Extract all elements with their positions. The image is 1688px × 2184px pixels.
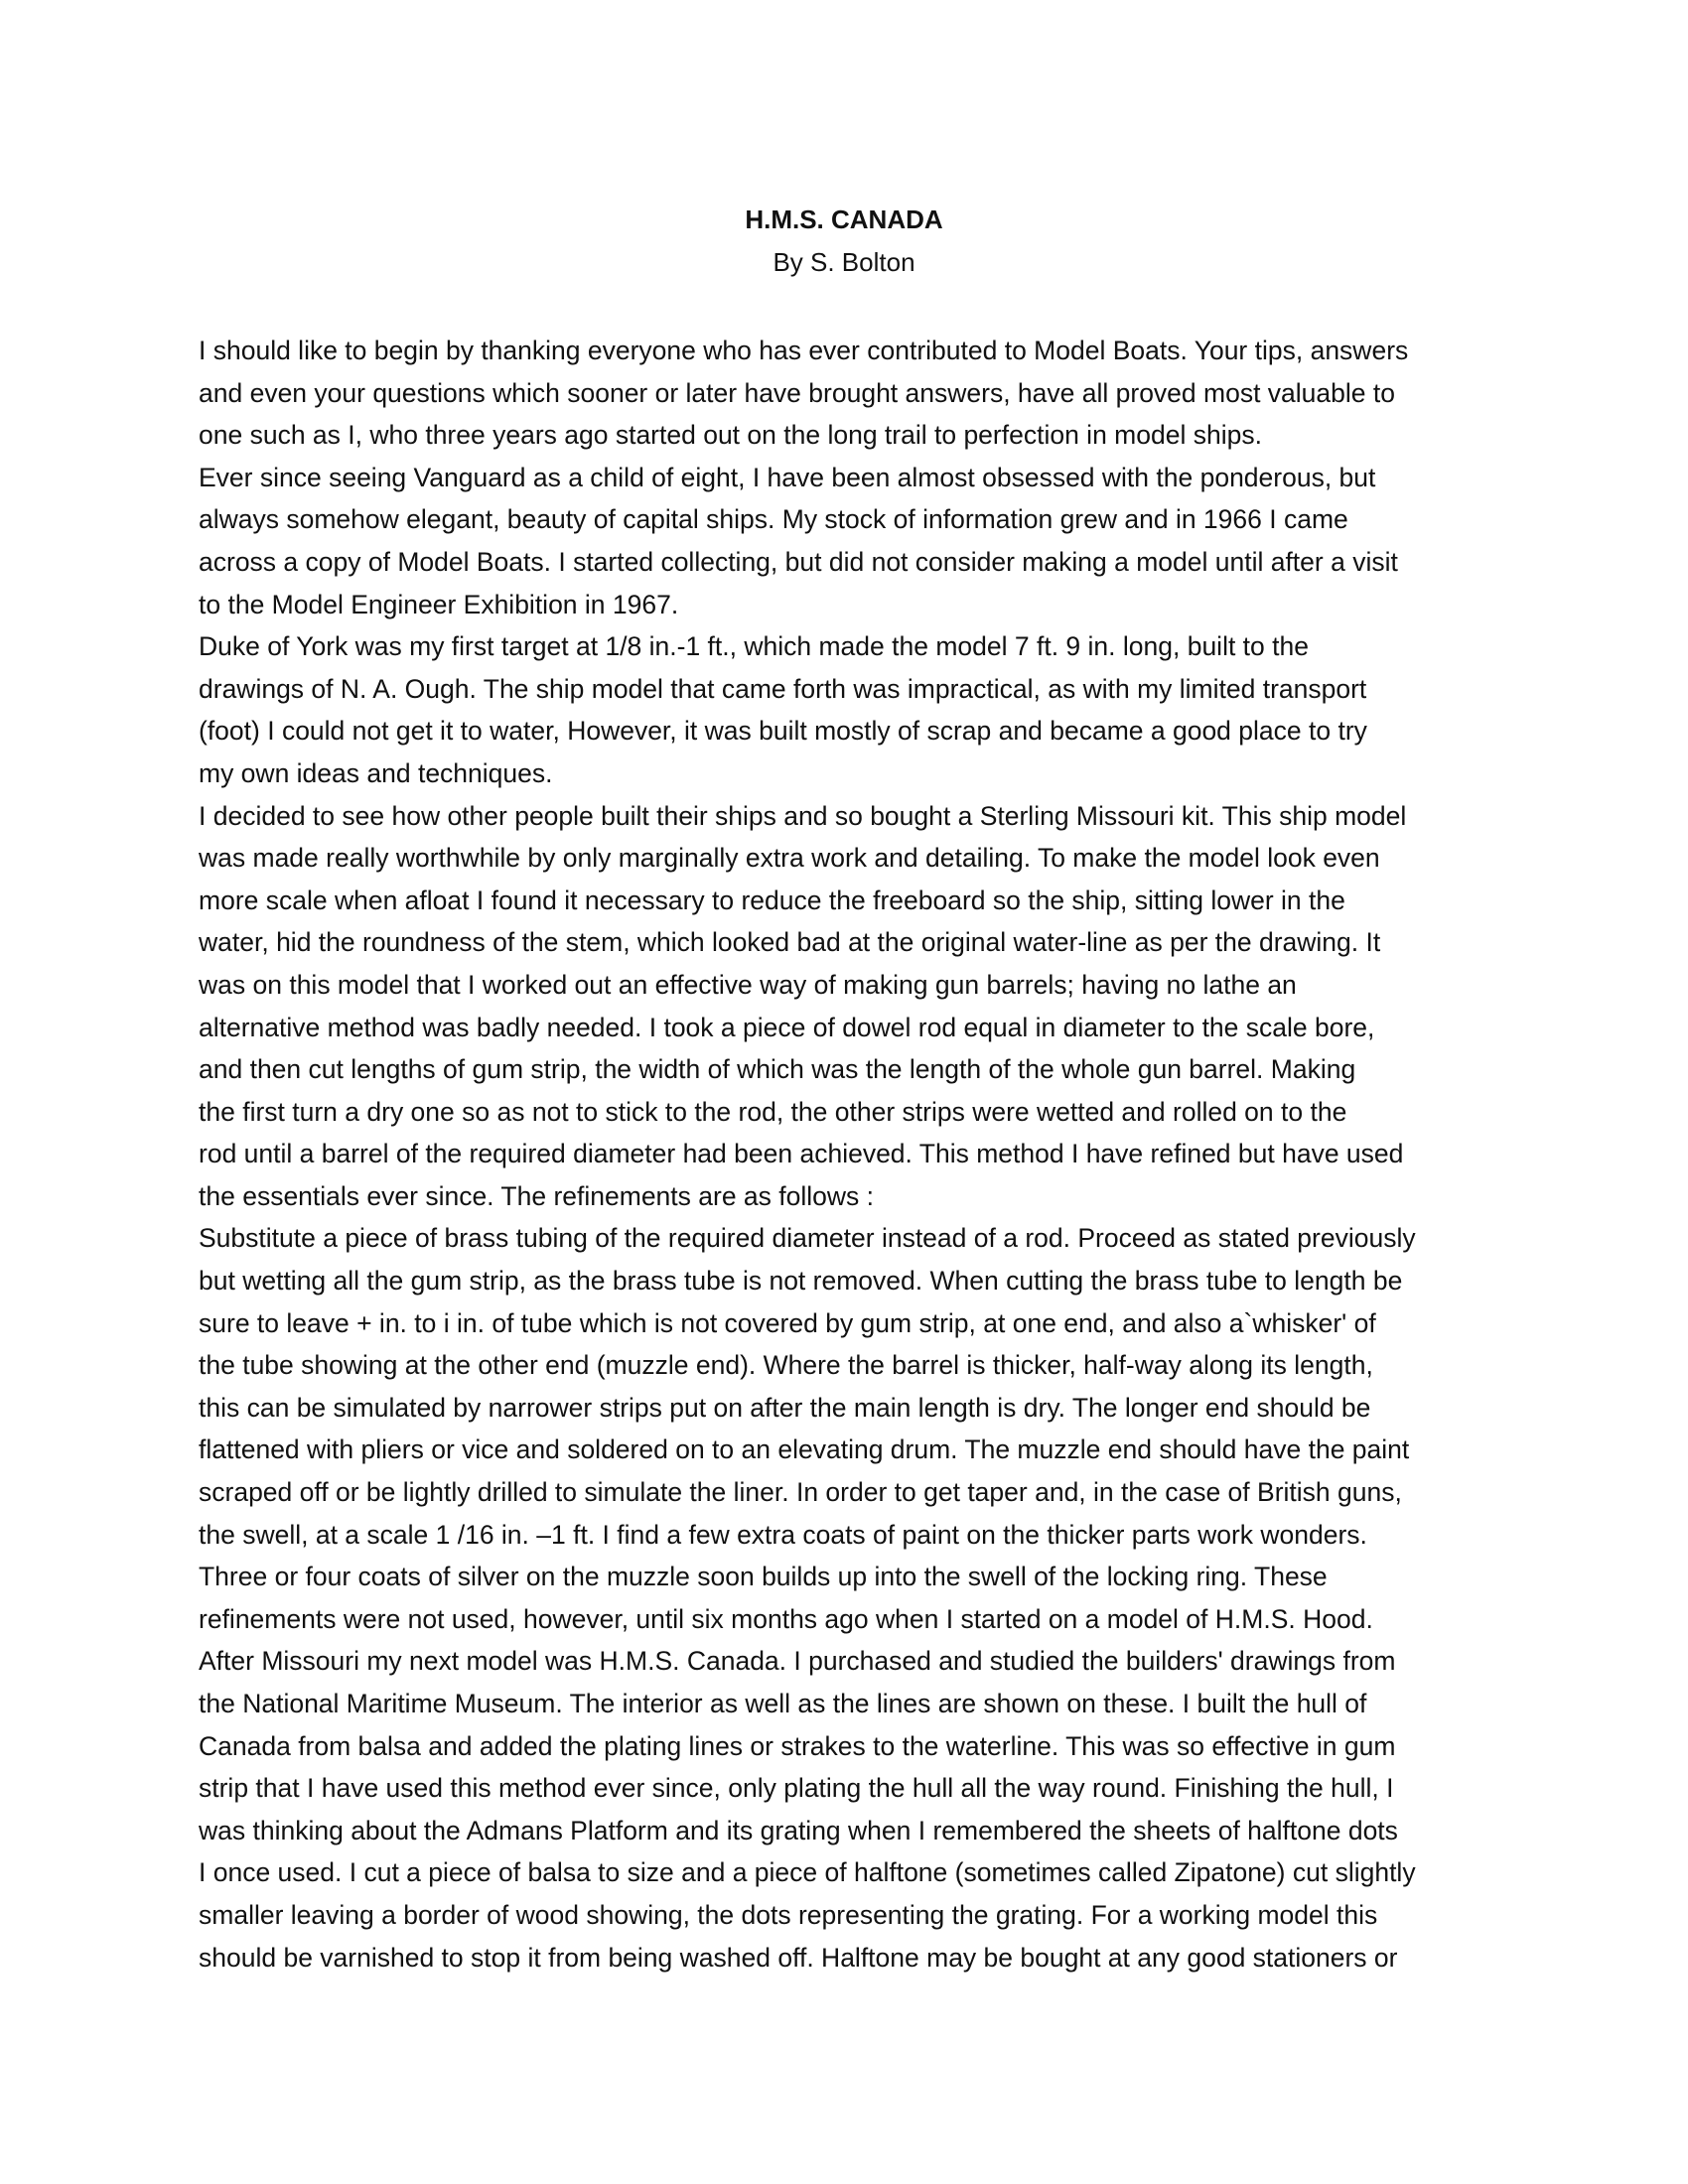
text-line: the National Maritime Museum. The interior as well as the lines are shown on these. I built the hull of bbox=[199, 1689, 1367, 1718]
text-line: scraped off or be lightly drilled to simulate the liner. In order to get taper and, in the case of British guns, bbox=[199, 1477, 1402, 1508]
text-line: refinements were not used, however, until six months ago when I started on a model of H.M.S. Hood. bbox=[199, 1603, 1373, 1634]
document-title: H.M.S. CANADA bbox=[745, 205, 943, 234]
body-text bbox=[199, 330, 1509, 1979]
text-line: Substitute a piece of brass tubing of the required diameter instead of a rod. Proceed as stated previously bbox=[199, 1223, 1416, 1254]
text-line: I decided to see how other people built their ships and so bought a Sterling Missouri kit. This ship model bbox=[199, 800, 1407, 831]
text-line: one such as I, who three years ago started out on the long trail to perfection in model ships. bbox=[199, 420, 1262, 451]
text-line: the first turn a dry one so as not to stick to the rod, the other strips were wetted and rolled on to the bbox=[199, 1096, 1347, 1127]
text-line: rod until a barrel of the required diameter had been achieved. This method I have refined but have used bbox=[199, 1139, 1404, 1169]
text-line: the swell, at a scale 1 /16 in. –1 ft. I find a few extra coats of paint on the thicker parts work wonders. bbox=[199, 1519, 1367, 1550]
text-line: alternative method was badly needed. I took a piece of dowel rod equal in diameter to the scale bore, bbox=[199, 1012, 1375, 1042]
text-line: but wetting all the gum strip, as the brass tube is not removed. When cutting the brass tube to length be bbox=[199, 1266, 1403, 1297]
text-line: I should like to begin by thanking everyone who has ever contributed to Model Boats. Your tips, answers bbox=[199, 336, 1409, 365]
text-line: was on this model that I worked out an effective way of making gun barrels; having no lathe an bbox=[199, 969, 1297, 1000]
text-line: Ever since seeing Vanguard as a child of eight, I have been almost obsessed with the ponderous, but bbox=[199, 462, 1376, 492]
text-line: drawings of N. A. Ough. The ship model that came forth was impractical, as with my limited transport bbox=[199, 673, 1367, 704]
text-line: the essentials ever since. The refinements are as follows : bbox=[199, 1180, 875, 1211]
text-line: the tube showing at the other end (muzzle end). Where the barrel is thicker, half-way along its length, bbox=[199, 1350, 1373, 1381]
text-line: always somehow elegant, beauty of capital ships. My stock of information grew and in 1966 I came bbox=[199, 504, 1348, 535]
text-line: sure to leave + in. to i in. of tube which is not covered by gum strip, at one end, and also a`whisker' of bbox=[199, 1307, 1376, 1338]
text-line: should be varnished to stop it from being washed off. Halftone may be bought at any good stationers or bbox=[199, 1942, 1398, 1973]
text-line: Canada from balsa and added the plating lines or strakes to the waterline. This was so effective in gum bbox=[199, 1730, 1396, 1761]
text-line: more scale when afloat I found it necessary to reduce the freeboard so the ship, sitting lower in the bbox=[199, 885, 1345, 915]
document-byline: By S. Bolton bbox=[773, 247, 915, 277]
text-line: across a copy of Model Boats. I started collecting, but did not consider making a model until after a visit bbox=[199, 546, 1398, 577]
text-line: was thinking about the Admans Platform and its grating when I remembered the sheets of halftone dots bbox=[199, 1815, 1398, 1845]
text-line: Duke of York was my first target at 1/8 in.-1 ft., which made the model 7 ft. 9 in. long, built to the bbox=[199, 631, 1309, 662]
text-line: and even your questions which sooner or later have brought answers, have all proved most valuable to bbox=[199, 377, 1395, 408]
text-line: smaller leaving a border of wood showing, the dots representing the grating. For a working model this bbox=[199, 1899, 1378, 1930]
text-line: to the Model Engineer Exhibition in 1967. bbox=[199, 589, 679, 619]
text-line: (foot) I could not get it to water, However, it was built mostly of scrap and became a good place to try bbox=[199, 716, 1367, 747]
text-line: was made really worthwhile by only marginally extra work and detailing. To make the model look even bbox=[199, 843, 1380, 874]
text-line: this can be simulated by narrower strips put on after the main length is dry. The longer end should be bbox=[199, 1392, 1371, 1423]
text-line: strip that I have used this method ever since, only plating the hull all the way round. Finishing the hull, I bbox=[199, 1773, 1394, 1804]
text-line: water, hid the roundness of the stem, which looked bad at the original water-line as per the drawing. It bbox=[199, 927, 1381, 958]
text-line: flattened with pliers or vice and soldered on to an elevating drum. The muzzle end should have the paint bbox=[199, 1434, 1410, 1465]
text-line: After Missouri my next model was H.M.S. Canada. I purchased and studied the builders' drawings from bbox=[199, 1646, 1396, 1677]
text-line: my own ideas and techniques. bbox=[199, 757, 553, 788]
text-line: Three or four coats of silver on the muzzle soon builds up into the swell of the locking ring. These bbox=[199, 1562, 1328, 1592]
text-line: and then cut lengths of gum strip, the width of which was the length of the whole gun barrel. Making bbox=[199, 1054, 1356, 1085]
text-line: I once used. I cut a piece of balsa to size and a piece of halftone (sometimes called Zipatone) cut slightly bbox=[199, 1857, 1416, 1888]
